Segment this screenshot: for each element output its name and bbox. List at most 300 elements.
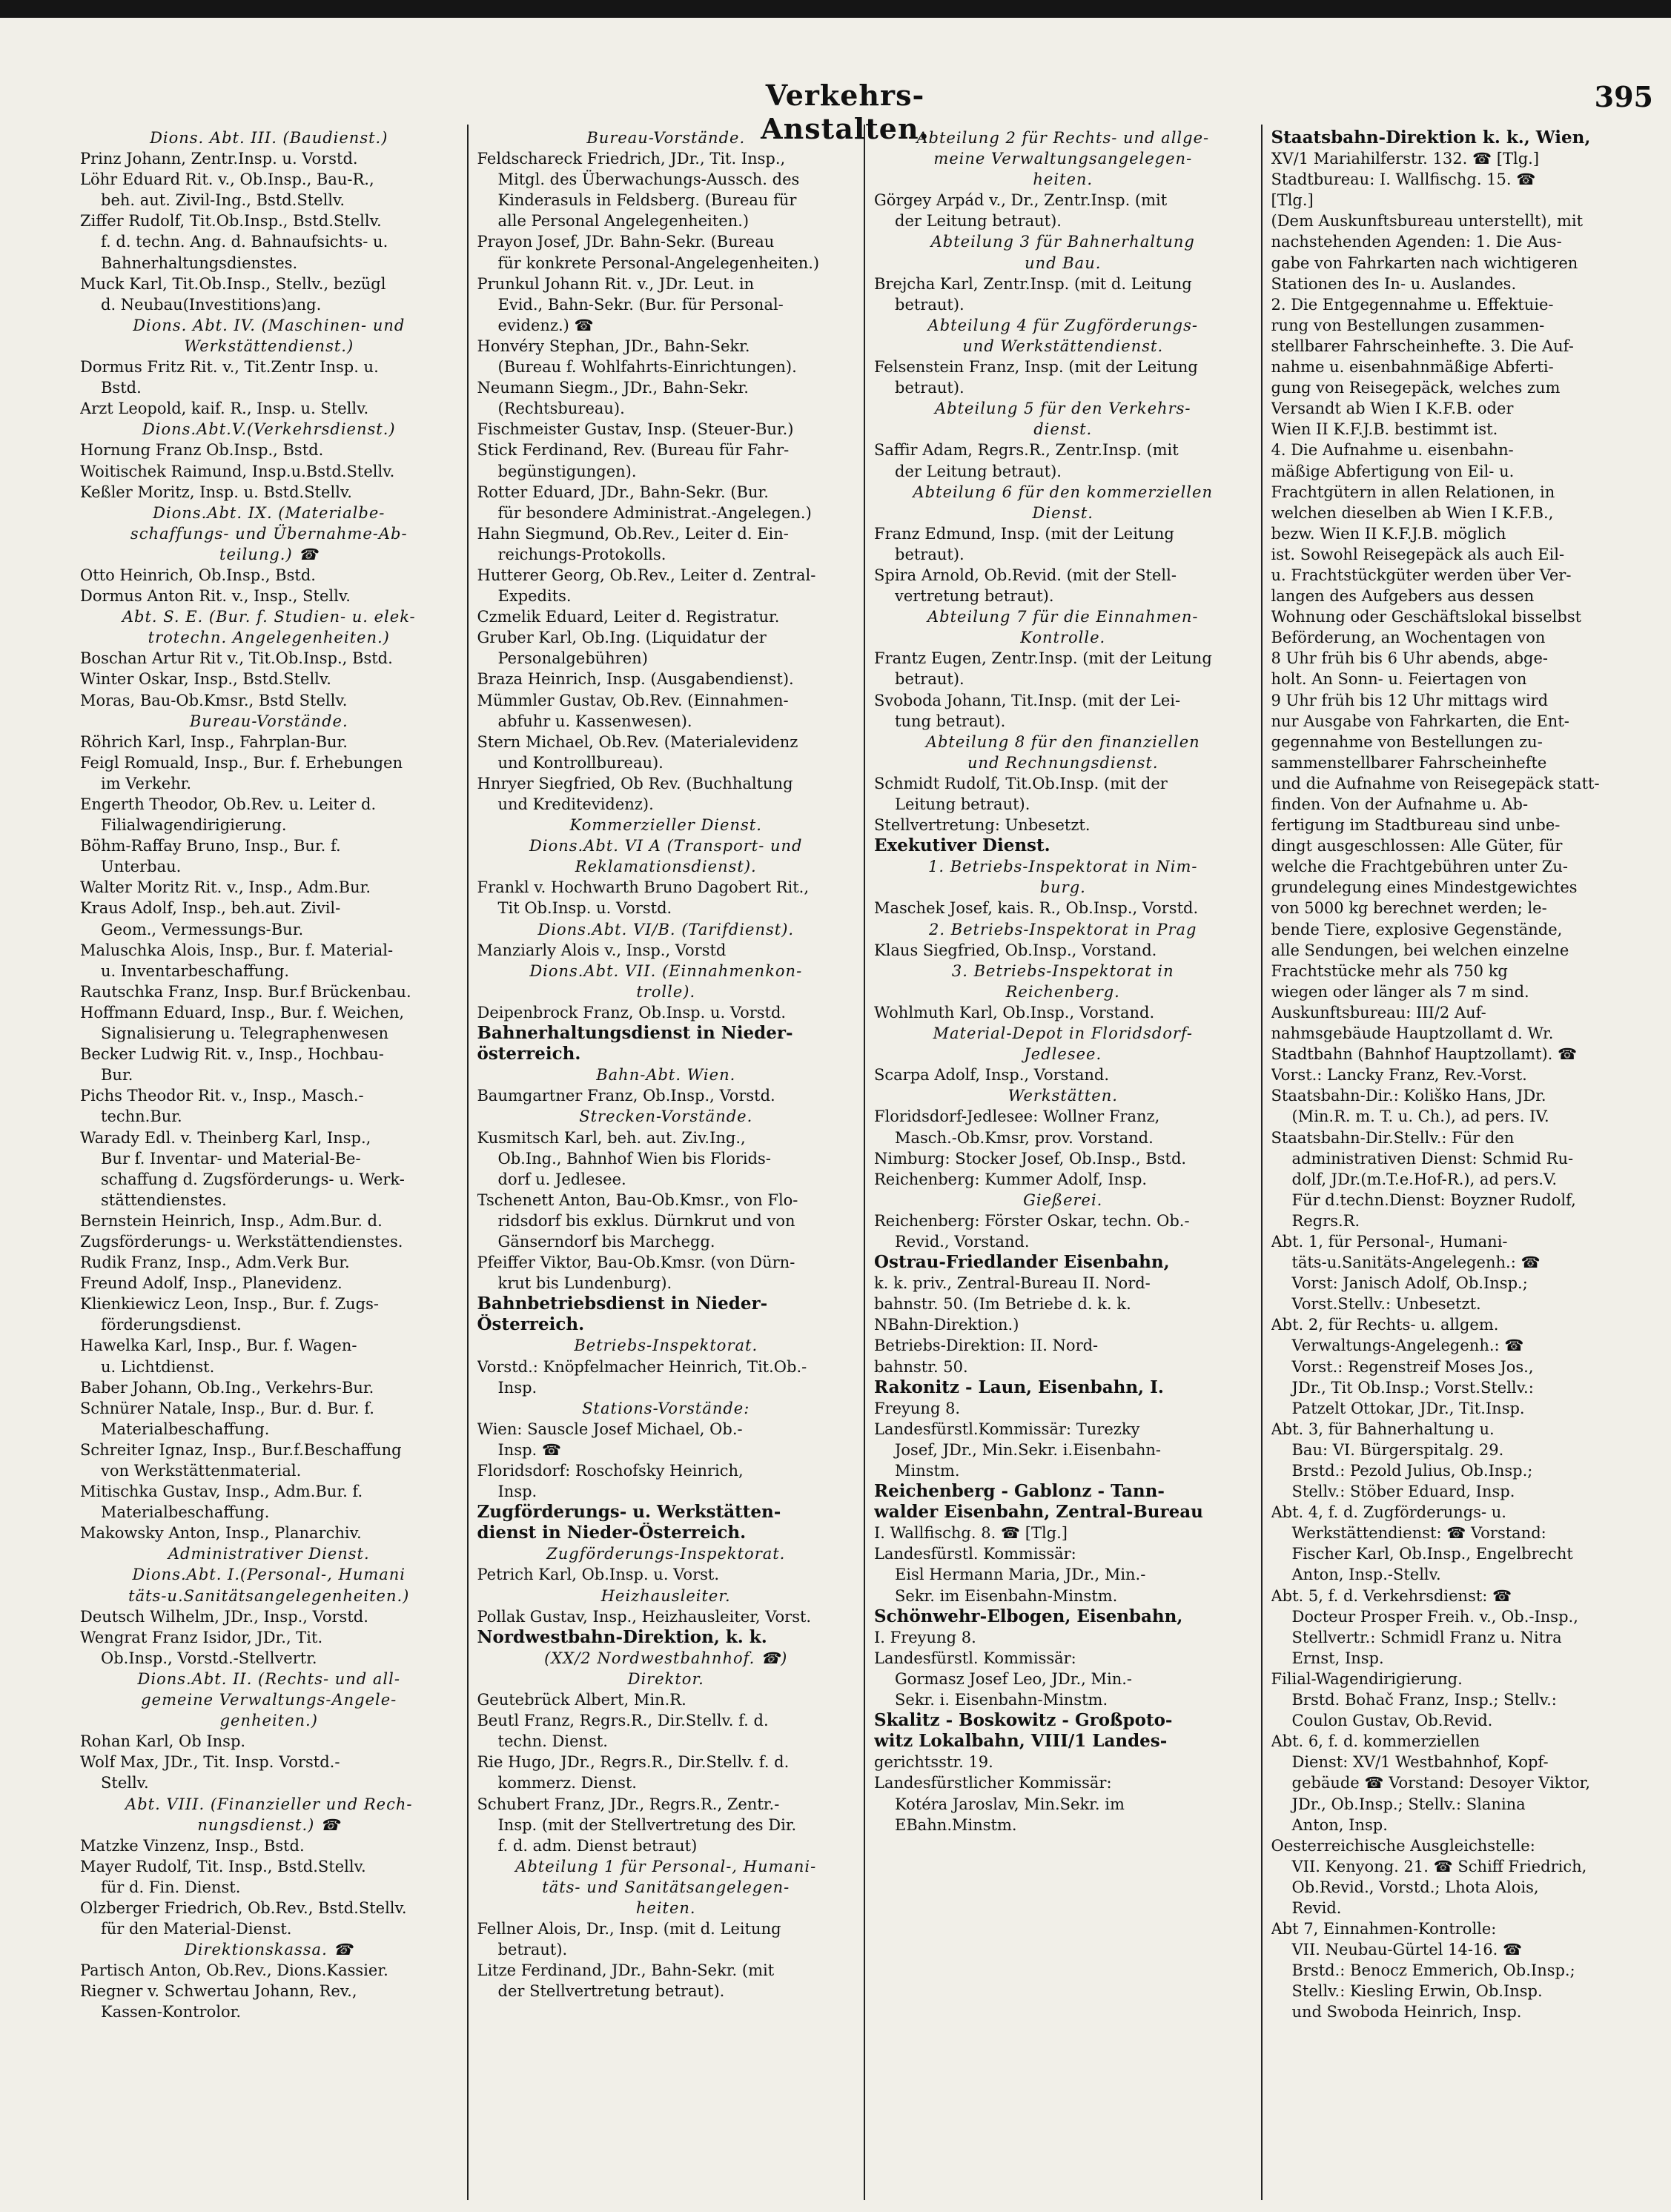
text-line: d. Neubau(Investitions)ang. (101, 295, 322, 314)
text-line: Litze Ferdinand, JDr., Bahn-Sekr. (mit (477, 1961, 775, 1980)
text-line: Felsenstein Franz, Insp. (mit der Leitung (874, 358, 1198, 377)
text-line: Wohlmuth Karl, Ob.Insp., Vorstand. (874, 1003, 1155, 1021)
text-line: Exekutiver Dienst. (874, 835, 1050, 856)
text-line: Regrs.R. (1291, 1211, 1360, 1230)
text-line: Dions.Abt. VI A (Transport- und (529, 837, 803, 855)
text-line: JDr., Tit Ob.Insp.; Vorst.Stellv.: (1291, 1378, 1534, 1397)
text-line: Kontrolle. (1020, 629, 1106, 647)
text-line: Keßler Moritz, Insp. u. Bstd.Stellv. (80, 483, 352, 501)
text-line: Revid. (1291, 1898, 1342, 1917)
text-line: Werkstättendienst.) (184, 337, 354, 355)
text-line: Auskunftsbureau: III/2 Auf- (1271, 1003, 1486, 1021)
text-line: fertigung im Stadtbureau sind unbe- (1271, 816, 1561, 835)
text-line: Hornung Franz Ob.Insp., Bstd. (80, 441, 324, 460)
text-line: evidenz.) ☎ (497, 316, 594, 334)
text-line: Löhr Eduard Rit. v., Ob.Insp., Bau-R., (80, 170, 374, 189)
text-line: Frantz Eugen, Zentr.Insp. (mit der Leitung (874, 649, 1212, 668)
text-line: Für d.techn.Dienst: Boyzner Rudolf, (1291, 1191, 1576, 1209)
text-line: trotechn. Angelegenheiten.) (148, 629, 390, 647)
text-line: Landesfürstl. Kommissär: (874, 1649, 1076, 1667)
text-line: Anton, Insp. (1291, 1815, 1388, 1834)
text-line: Manziarly Alois v., Insp., Vorstd (477, 941, 727, 959)
text-line: Saffir Adam, Regrs.R., Zentr.Insp. (mit (874, 441, 1179, 460)
text-line: Scarpa Adolf, Insp., Vorstand. (874, 1066, 1110, 1085)
text-line: welchen dieselben ab Wien I K.F.B., (1271, 503, 1554, 522)
text-line: 3. Betriebs-Inspektorat in (951, 961, 1174, 980)
text-line: Rudik Franz, Insp., Adm.Verk Bur. (80, 1254, 350, 1272)
text-line: Geom., Vermessungs-Bur. (101, 920, 304, 938)
text-line: Expedits. (497, 587, 572, 606)
text-line: Josef, JDr., Min.Sekr. i.Eisenbahn- (895, 1440, 1161, 1459)
text-line: begünstigungen). (497, 462, 637, 480)
text-line: Vorst.Stellv.: Unbesetzt. (1291, 1295, 1481, 1314)
text-line: Direktor. (627, 1669, 704, 1688)
text-line: dienst. (1033, 420, 1093, 439)
text-line: (XX/2 Nordwestbahnhof. ☎) (544, 1649, 788, 1667)
text-line: Kusmitsch Karl, beh. aut. Ziv.Ing., (477, 1128, 746, 1147)
text-line: und Werkstättendienst. (962, 337, 1164, 355)
text-line: dolf, JDr.(m.T.e.Hof-R.), ad pers.V. (1291, 1170, 1558, 1188)
text-line: Becker Ludwig Rit. v., Insp., Hochbau- (80, 1045, 384, 1064)
text-column-1 (71, 125, 469, 2200)
text-line: Bahnerhaltungsdienstes. (101, 254, 298, 272)
text-line: Nordwestbahn-Direktion, k. k. (477, 1626, 767, 1647)
text-line: Stern Michael, Ob.Rev. (Materialevidenz (477, 732, 798, 751)
text-line: nahmsgebäude Hauptzollamt d. Wr. (1271, 1024, 1554, 1043)
text-line: Brstd. Bohač Franz, Insp.; Stellv.: (1291, 1691, 1557, 1709)
text-column-4 (1263, 125, 1658, 2200)
text-line: Maluschka Alois, Insp., Bur. f. Material- (80, 941, 394, 959)
text-line: und Kontrollbureau). (497, 753, 664, 772)
text-line: Stellv. (101, 1774, 149, 1792)
text-line: von 5000 kg berechnet werden; le- (1271, 899, 1547, 918)
text-line: I. Wallfischg. 8. ☎ [Tlg.] (874, 1524, 1068, 1543)
text-line: Honvéry Stephan, JDr., Bahn-Sekr. (477, 337, 750, 355)
text-line: Staatsbahn-Direktion k. k., Wien, (1271, 128, 1591, 148)
text-line: gung von Reisegepäck, welches zum (1271, 379, 1561, 397)
text-line: Baumgartner Franz, Ob.Insp., Vorstd. (477, 1087, 775, 1105)
text-line: Abteilung 3 für Bahnerhaltung (930, 233, 1195, 251)
text-line: Wolf Max, JDr., Tit. Insp. Vorstd.- (80, 1753, 340, 1772)
text-line: Wien II K.F.J.B. bestimmt ist. (1271, 420, 1498, 439)
text-line: Direktionskassa. ☎ (184, 1941, 354, 1959)
text-line: Stadtbureau: I. Wallfischg. 15. ☎ (1271, 170, 1536, 189)
text-line: Staatsbahn-Dir.Stellv.: Für den (1271, 1128, 1515, 1147)
text-line: für besondere Administrat.-Angelegen.) (497, 503, 812, 522)
text-line: Görgey Arpád v., Dr., Zentr.Insp. (mit (874, 191, 1168, 210)
text-line: Heizhausleiter. (600, 1586, 731, 1605)
text-line: Hahn Siegmund, Ob.Rev., Leiter d. Ein- (477, 524, 789, 543)
text-line: Kinderasuls in Feldsberg. (Bureau für (497, 191, 797, 210)
text-line: Dions.Abt.V.(Verkehrsdienst.) (142, 420, 396, 439)
text-line: f. d. techn. Ang. d. Bahnaufsichts- u. (101, 233, 388, 251)
text-line: und Swoboda Heinrich, Insp. (1291, 2003, 1522, 2021)
text-line: [Tlg.] (1271, 191, 1314, 210)
text-line: techn.Bur. (101, 1107, 182, 1126)
text-line: nahme u. eisenbahnmäßige Abferti- (1271, 358, 1554, 377)
text-line: Dormus Fritz Rit. v., Tit.Zentr Insp. u. (80, 358, 379, 377)
text-line: Winter Oskar, Insp., Bstd.Stellv. (80, 670, 331, 689)
text-line: der Leitung betraut). (895, 212, 1062, 231)
text-line: gebäude ☎ Vorstand: Desoyer Viktor, (1291, 1774, 1591, 1792)
text-line: u. Inventarbeschaffung. (101, 961, 290, 980)
text-line: Spira Arnold, Ob.Revid. (mit der Stell- (874, 566, 1177, 584)
text-line: Neumann Siegm., JDr., Bahn-Sekr. (477, 379, 749, 397)
text-line: 2. Betriebs-Inspektorat in Prag (928, 920, 1197, 938)
text-line: (Bureau f. Wohlfahrts-Einrichtungen). (497, 358, 797, 377)
text-line: Bur f. Inventar- und Material-Be- (101, 1149, 361, 1168)
text-line: Riegner v. Schwertau Johann, Rev., (80, 1982, 357, 2001)
text-line: Vorst: Janisch Adolf, Ob.Insp.; (1291, 1274, 1528, 1293)
text-line: Landesfürstl.Kommissär: Turezky (874, 1420, 1140, 1438)
text-line: Ziffer Rudolf, Tit.Ob.Insp., Bstd.Stellv. (80, 212, 382, 231)
text-line: Mümmler Gustav, Ob.Rev. (Einnahmen- (477, 691, 789, 709)
text-line: Tit Ob.Insp. u. Vorstd. (497, 899, 672, 918)
text-line: gemeine Verwaltungs-Angele- (141, 1691, 397, 1709)
text-line: Frankl v. Hochwarth Bruno Dagobert Rit., (477, 878, 810, 897)
text-line: Reichenberg: Kummer Adolf, Insp. (874, 1170, 1148, 1188)
text-line: Eisl Hermann Maria, JDr., Min.- (895, 1566, 1146, 1584)
text-line: Svoboda Johann, Tit.Insp. (mit der Lei- (874, 691, 1181, 709)
text-line: Feigl Romuald, Insp., Bur. f. Erhebungen (80, 753, 403, 772)
text-line: alle Sendungen, bei welchen einzelne (1271, 941, 1569, 959)
text-line: Evid., Bahn-Sekr. (Bur. für Personal- (497, 295, 784, 314)
text-line: Röhrich Karl, Insp., Fahrplan-Bur. (80, 732, 348, 751)
text-line: sammenstellbarer Fahrscheinhefte (1271, 753, 1547, 772)
text-line: Bureau-Vorstände. (189, 712, 348, 730)
text-line: Dions.Abt. VI/B. (Tarifdienst). (537, 920, 795, 938)
text-line: Pfeiffer Viktor, Bau-Ob.Kmsr. (von Dürn- (477, 1254, 795, 1272)
text-line: Baber Johann, Ob.Ing., Verkehrs-Bur. (80, 1378, 374, 1397)
text-line: gabe von Fahrkarten nach wichtigeren (1271, 254, 1578, 272)
text-line: Reichenberg: Förster Oskar, techn. Ob.- (874, 1211, 1190, 1230)
text-line: Abteilung 2 für Rechts- und allge- (916, 129, 1210, 147)
text-line: Klienkiewicz Leon, Insp., Bur. f. Zugs- (80, 1295, 379, 1314)
text-line: Materialbeschaffung. (101, 1420, 270, 1438)
text-line: Material-Depot in Floridsdorf- (933, 1024, 1193, 1043)
text-line: Matzke Vinzenz, Insp., Bstd. (80, 1836, 305, 1855)
text-line: Insp. ☎ (497, 1440, 562, 1459)
text-line: Beförderung, an Wochentagen von (1271, 629, 1546, 647)
text-line: dingt ausgeschlossen: Alle Güter, für (1271, 837, 1563, 855)
text-line: Woitischek Raimund, Insp.u.Bstd.Stellv. (80, 462, 395, 480)
text-line: und Bau. (1025, 254, 1102, 272)
text-line: 1. Betriebs-Inspektorat in Nim- (928, 858, 1198, 876)
text-line: Warady Edl. v. Theinberg Karl, Insp., (80, 1128, 371, 1147)
text-line: Oesterreichische Ausgleichstelle: (1271, 1836, 1535, 1855)
text-line: Dions.Abt. II. (Rechts- und all- (137, 1669, 400, 1688)
text-line: Boschan Artur Rit v., Tit.Ob.Insp., Bstd. (80, 649, 393, 668)
text-line: Abteilung 4 für Zugförderungs- (927, 316, 1198, 334)
text-line: Abt. 6, f. d. kommerziellen (1271, 1732, 1480, 1751)
text-line: Stationen des In- u. Auslandes. (1271, 274, 1517, 293)
text-line: mäßige Abfertigung von Eil- u. (1271, 462, 1515, 480)
text-line: Abteilung 1 für Personal-, Humani- (515, 1857, 817, 1875)
text-line: f. d. adm. Dienst betraut) (497, 1836, 698, 1855)
text-line: Coulon Gustav, Ob.Revid. (1291, 1712, 1493, 1730)
text-line: Vorstd.: Knöpfelmacher Heinrich, Tit.Ob.- (477, 1357, 807, 1376)
text-line: JDr., Ob.Insp.; Stellv.: Slanina (1291, 1795, 1526, 1813)
text-line: Insp. (497, 1378, 537, 1397)
text-line: Schönwehr-Elbogen, Eisenbahn, (874, 1606, 1183, 1626)
text-line: täts-u.Sanitätsangelegenheiten.) (128, 1586, 410, 1605)
text-line: Freyung 8. (874, 1399, 961, 1417)
text-line: Reklamationsdienst). (575, 858, 757, 876)
text-line: Frachtstücke mehr als 750 kg (1271, 961, 1508, 980)
text-line: finden. Von der Aufnahme u. Ab- (1271, 795, 1529, 813)
text-line: Dienst: XV/1 Westbahnhof, Kopf- (1291, 1753, 1549, 1772)
text-line: von Werkstättenmaterial. (101, 1462, 302, 1480)
text-line: Abt 7, Einnahmen-Kontrolle: (1271, 1920, 1497, 1938)
text-line: Bstd. (101, 379, 142, 397)
text-line: k. k. priv., Zentral-Bureau II. Nord- (874, 1274, 1151, 1293)
text-line: Dions.Abt. I.(Personal-, Humani (132, 1566, 406, 1584)
text-line: Tschenett Anton, Bau-Ob.Kmsr., von Flo- (477, 1191, 798, 1209)
text-line: Olzberger Friedrich, Ob.Rev., Bstd.Stellv. (80, 1898, 407, 1917)
text-line: Bernstein Heinrich, Insp., Adm.Bur. d. (80, 1211, 383, 1230)
text-line: bezw. Wien II K.F.J.B. möglich (1271, 524, 1506, 543)
text-line: u. Lichtdienst. (101, 1357, 215, 1376)
text-line: Unterbau. (101, 858, 182, 876)
text-line: NBahn-Direktion.) (874, 1316, 1019, 1334)
text-line: Abteilung 6 für den kommerziellen (913, 483, 1213, 501)
text-line: 9 Uhr früh bis 12 Uhr mittags wird (1271, 691, 1549, 709)
text-column-2 (469, 125, 866, 2200)
text-line: Dienst. (1032, 503, 1093, 522)
text-line: Rie Hugo, JDr., Regrs.R., Dir.Stellv. f. d. (477, 1753, 790, 1772)
text-line: Brejcha Karl, Zentr.Insp. (mit d. Leitung (874, 274, 1192, 293)
text-line: Personalgebühren) (497, 649, 648, 668)
text-line: für konkrete Personal-Angelegenheiten.) (497, 254, 820, 272)
text-line: (Dem Auskunftsbureau unterstellt), mit (1271, 212, 1584, 231)
text-line: Masch.-Ob.Kmsr, prov. Vorstand. (895, 1128, 1154, 1147)
text-line: Brstd.: Benocz Emmerich, Ob.Insp.; (1291, 1961, 1575, 1980)
text-line: grundelegung eines Mindestgewichtes (1271, 878, 1578, 897)
text-line: genheiten.) (219, 1712, 318, 1730)
text-line: der Leitung betraut). (895, 462, 1062, 480)
text-line: Muck Karl, Tit.Ob.Insp., Stellv., bezügl (80, 274, 386, 293)
text-line: Abt. 4, f. d. Zugförderungs- u. (1271, 1503, 1506, 1522)
text-line: nungsdienst.) ☎ (197, 1815, 341, 1834)
text-line: Fellner Alois, Dr., Insp. (mit d. Leitung (477, 1920, 781, 1938)
text-line: Gänserndorf bis Marchegg. (497, 1232, 715, 1251)
text-line: Bau: VI. Bürgerspitalg. 29. (1291, 1440, 1504, 1459)
text-line: Rautschka Franz, Insp. Bur.f Brückenbau. (80, 982, 411, 1001)
text-line: Rakonitz - Laun, Eisenbahn, I. (874, 1377, 1164, 1397)
text-line: stellbarer Fahrscheinhefte. 3. Die Auf- (1271, 337, 1574, 355)
text-line: Insp. (mit der Stellvertretung des Dir. (497, 1815, 797, 1834)
text-line: Staatsbahn-Dir.: Koliško Hans, JDr. (1271, 1087, 1546, 1105)
text-line: meine Verwaltungsangelegen- (933, 150, 1193, 168)
text-line: Klaus Siegfried, Ob.Insp., Vorstand. (874, 941, 1157, 959)
text-line: und Rechnungsdienst. (967, 753, 1159, 772)
text-line: im Verkehr. (101, 774, 192, 792)
text-line: u. Frachtstückgüter werden über Ver- (1271, 566, 1572, 584)
text-line: Prunkul Johann Rit. v., JDr. Leut. in (477, 274, 755, 293)
text-line: Stellv.: Stöber Eduard, Insp. (1291, 1483, 1515, 1501)
text-line: betraut). (895, 295, 964, 314)
text-line: krut bis Lundenburg). (497, 1274, 672, 1293)
text-line: Hnryer Siegfried, Ob Rev. (Buchhaltung (477, 774, 793, 792)
text-line: Stellv.: Kiesling Erwin, Ob.Insp. (1291, 1982, 1543, 2001)
text-line: für d. Fin. Dienst. (101, 1878, 241, 1896)
text-line: ridsdorf bis exklus. Dürnkrut und von (497, 1211, 795, 1230)
text-line: Reichenberg - Gablonz - Tann- (874, 1481, 1165, 1502)
text-line: I. Freyung 8. (874, 1628, 976, 1646)
text-line: Patzelt Ottokar, JDr., Tit.Insp. (1291, 1399, 1525, 1417)
text-line: Reichenberg. (1005, 982, 1120, 1001)
text-line: Zugsförderungs- u. Werkstättendienstes. (80, 1232, 403, 1251)
text-line: Hoffmann Eduard, Insp., Bur. f. Weichen, (80, 1003, 405, 1021)
text-line: Hutterer Georg, Ob.Rev., Leiter d. Zentral- (477, 566, 816, 584)
text-line: betraut). (895, 670, 964, 689)
text-line: Deipenbrock Franz, Ob.Insp. u. Vorstd. (477, 1003, 787, 1021)
text-line: Sekr. i. Eisenbahn-Minstm. (895, 1691, 1108, 1709)
text-line: Filialwagendirigierung. (101, 816, 287, 835)
text-line: techn. Dienst. (497, 1732, 608, 1751)
text-line: Makowsky Anton, Insp., Planarchiv. (80, 1524, 362, 1543)
text-line: Partisch Anton, Ob.Rev., Dions.Kassier. (80, 1961, 388, 1980)
text-line: bahnstr. 50. (Im Betriebe d. k. k. (874, 1295, 1131, 1314)
text-line: Moras, Bau-Ob.Kmsr., Bstd Stellv. (80, 691, 348, 709)
text-line: Kotéra Jaroslav, Min.Sekr. im (895, 1795, 1125, 1813)
text-line: Franz Edmund, Insp. (mit der Leitung (874, 524, 1174, 543)
text-line: schaffungs- und Übernahme-Ab- (130, 524, 408, 543)
text-line: Abt. VIII. (Finanzieller und Rech- (125, 1795, 413, 1813)
text-line: Gormasz Josef Leo, JDr., Min.- (895, 1669, 1133, 1688)
text-line: und Kreditevidenz). (497, 795, 654, 813)
text-line: förderungsdienst. (101, 1316, 242, 1334)
text-line: Pichs Theodor Rit. v., Insp., Masch.- (80, 1087, 364, 1105)
text-line: Hawelka Karl, Insp., Bur. f. Wagen- (80, 1337, 357, 1355)
text-line: Rohan Karl, Ob Insp. (80, 1732, 246, 1751)
text-line: Ob.Ing., Bahnhof Wien bis Florids- (497, 1149, 771, 1168)
text-line: gerichtsstr. 19. (874, 1753, 993, 1772)
text-line: Österreich. (477, 1314, 585, 1335)
text-line: Stadtbahn (Bahnhof Hauptzollamt). ☎ (1271, 1045, 1578, 1064)
text-line: Schnürer Natale, Insp., Bur. d. Bur. f. (80, 1399, 374, 1417)
text-line: Insp. (497, 1483, 537, 1501)
text-line: Wohnung oder Geschäftslokal bisselbst (1271, 608, 1582, 626)
scan-top-edge (0, 0, 1671, 18)
text-line: Ostrau-Friedlander Eisenbahn, (874, 1252, 1170, 1273)
text-line: Czmelik Eduard, Leiter d. Registratur. (477, 608, 780, 626)
text-line: Bahnerhaltungsdienst in Nieder- (477, 1023, 793, 1044)
text-line: Otto Heinrich, Ob.Insp., Bstd. (80, 566, 316, 584)
text-line: Vorst.: Lancky Franz, Rev.-Vorst. (1271, 1066, 1527, 1085)
text-line: ist. Sowohl Reisegepäck als auch Eil- (1271, 545, 1565, 563)
text-line: Zugförderungs-Inspektorat. (546, 1545, 786, 1563)
text-line: administrativen Dienst: Schmid Ru- (1291, 1149, 1574, 1168)
text-line: stättendienstes. (101, 1191, 227, 1209)
text-line: VII. Neubau-Gürtel 14-16. ☎ (1291, 1941, 1523, 1959)
text-line: Vorst.: Regenstreif Moses Jos., (1291, 1357, 1534, 1376)
text-line: Stick Ferdinand, Rev. (Bureau für Fahr- (477, 441, 790, 460)
text-line: Floridsdorf: Roschofsky Heinrich, (477, 1462, 744, 1480)
text-line: Gießerei. (1023, 1191, 1103, 1209)
text-line: Ob.Revid., Vorstd.; Lhota Alois, (1291, 1878, 1539, 1896)
text-line: Frachtgütern in allen Relationen, in (1271, 483, 1555, 501)
text-line: Engerth Theodor, Ob.Rev. u. Leiter d. (80, 795, 377, 813)
text-line: Schreiter Ignaz, Insp., Bur.f.Beschaffung (80, 1440, 402, 1459)
text-line: Rotter Eduard, JDr., Bahn-Sekr. (Bur. (477, 483, 769, 501)
text-line: Feldschareck Friedrich, JDr., Tit. Insp., (477, 150, 786, 168)
text-line: Betriebs-Direktion: II. Nord- (874, 1337, 1099, 1355)
text-line: betraut). (895, 379, 964, 397)
text-line: Nimburg: Stocker Josef, Ob.Insp., Bstd. (874, 1149, 1187, 1168)
text-line: Leitung betraut). (895, 795, 1030, 813)
text-line: Betriebs-Inspektorat. (574, 1337, 758, 1355)
text-line: Beutl Franz, Regrs.R., Dir.Stellv. f. d. (477, 1712, 769, 1730)
text-line: Ob.Insp., Vorstd.-Stellvertr. (101, 1649, 317, 1667)
text-line: österreich. (477, 1044, 581, 1064)
text-line: betraut). (895, 545, 964, 563)
text-line: Verwaltungs-Angelegenh.: ☎ (1291, 1337, 1524, 1355)
text-line: reichungs-Protokolls. (497, 545, 666, 563)
text-line: Werkstätten. (1007, 1087, 1118, 1105)
text-column-3 (865, 125, 1263, 2200)
text-line: kommerz. Dienst. (497, 1774, 637, 1792)
text-line: und die Aufnahme von Reisegepäck statt- (1271, 774, 1600, 792)
text-line: Kraus Adolf, Insp., beh.aut. Zivil- (80, 899, 341, 918)
text-line: Dions.Abt. VII. (Einnahmenkon- (529, 961, 803, 980)
text-line: Anton, Insp.-Stellv. (1291, 1566, 1441, 1584)
text-line: Abt. 1, für Personal-, Humani- (1271, 1232, 1508, 1251)
text-line: Petrich Karl, Ob.Insp. u. Vorst. (477, 1566, 719, 1584)
text-line: 2. Die Entgegennahme u. Effektuie- (1271, 295, 1554, 314)
text-line: Geutebrück Albert, Min.R. (477, 1691, 686, 1709)
text-line: Wengrat Franz Isidor, JDr., Tit. (80, 1628, 323, 1646)
text-line: Abt. 3, für Bahnerhaltung u. (1271, 1420, 1495, 1438)
text-line: witz Lokalbahn, VIII/1 Landes- (874, 1731, 1168, 1752)
text-line: Abt. 5, f. d. Verkehrsdienst: ☎ (1271, 1586, 1512, 1605)
text-line: Skalitz - Boskowitz - Großpoto- (874, 1710, 1173, 1731)
text-line: Schmidt Rudolf, Tit.Ob.Insp. (mit der (874, 774, 1168, 792)
page-title: Verkehrs-Anstalten. (761, 79, 930, 145)
text-line: Fischer Karl, Ob.Insp., Engelbrecht (1291, 1545, 1573, 1563)
text-line: Abteilung 5 für den Verkehrs- (935, 400, 1191, 418)
text-line: Stellvertr.: Schmidl Franz u. Nitra (1291, 1628, 1562, 1646)
text-line: EBahn.Minstm. (895, 1815, 1017, 1834)
text-line: Abteilung 8 für den finanziellen (925, 732, 1200, 751)
text-line: bahnstr. 50. (874, 1357, 968, 1376)
text-line: Sekr. im Eisenbahn-Minstm. (895, 1586, 1118, 1605)
text-line: bende Tiere, explosive Gegenstände, (1271, 920, 1563, 938)
text-line: Abteilung 7 für die Einnahmen- (927, 608, 1199, 626)
text-line: Docteur Prosper Freih. v., Ob.-Insp., (1291, 1607, 1578, 1626)
text-line: täts- und Sanitätsangelegen- (542, 1878, 790, 1896)
text-line: täts-u.Sanitäts-Angelegenh.: ☎ (1291, 1254, 1541, 1272)
text-line: Mitgl. des Überwachungs-Aussch. des (497, 170, 800, 189)
text-line: Böhm-Raffay Bruno, Insp., Bur. f. (80, 837, 341, 855)
text-line: Bureau-Vorstände. (586, 129, 746, 147)
text-line: heiten. (1033, 170, 1093, 189)
text-line: Stations-Vorstände: (582, 1399, 750, 1417)
text-line: Dormus Anton Rit. v., Insp., Stellv. (80, 587, 351, 606)
text-line: holt. An Sonn- u. Feiertagen von (1271, 670, 1527, 689)
text-line: Dions.Abt. IX. (Materialbe- (153, 503, 386, 522)
text-line: Landesfürstlicher Kommissär: (874, 1774, 1112, 1792)
text-line: Landesfürstl. Kommissär: (874, 1545, 1076, 1563)
text-line: Gruber Karl, Ob.Ing. (Liquidatur der (477, 629, 767, 647)
text-line: Minstm. (895, 1462, 960, 1480)
text-line: burg. (1039, 878, 1086, 897)
text-line: abfuhr u. Kassenwesen). (497, 712, 692, 730)
text-line: Stellvertretung: Unbesetzt. (874, 816, 1091, 835)
text-line: Signalisierung u. Telegraphenwesen (101, 1024, 389, 1043)
text-line: Revid., Vorstand. (895, 1232, 1030, 1251)
text-line: Prinz Johann, Zentr.Insp. u. Vorstd. (80, 150, 358, 168)
